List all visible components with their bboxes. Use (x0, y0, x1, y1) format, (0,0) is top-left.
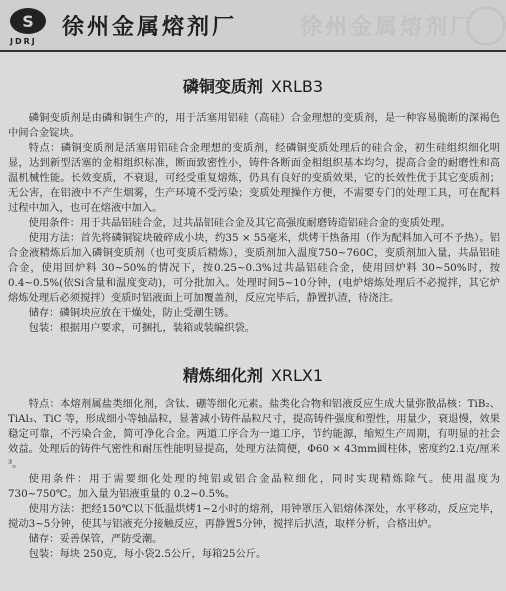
product2-conditions: 使用条件：用于需要细化处理的纯铝或铝合金晶粒细化，同时实现精炼除气。使用温度为 730~750℃。加入量为铝液重量的 0.2~0.5%。 (8, 473, 500, 500)
product2-section (8, 397, 500, 562)
product2-name: 精炼细化剂 (182, 366, 263, 385)
product2-title (0, 363, 506, 386)
logo-abbreviation: JDRJ (10, 37, 37, 46)
product1-title (0, 74, 506, 97)
product1-name: 磷铜变质剂 (182, 77, 263, 96)
company-name-watermark: 徐州金属熔剂厂 (300, 15, 476, 40)
product2-packaging: 包装：每块 250克，每小袋2.5公斤，每箱25公斤。 (28, 548, 267, 560)
product1-intro: 磷铜变质剂是由磷和铜生产的，用于活塞用铝硅（高硅）合金理想的变质剂，是一种容易脆断的深褐色中间合金锭块。 (8, 112, 500, 139)
product1-packaging: 包装：根据用户要求，可捆扎，装箱或装编织袋。 (28, 322, 256, 334)
product1-storage: 储存：磷铜块应放在干燥处，防止受潮生锈。 (28, 307, 235, 319)
product2-method: 使用方法：把经150℃以下低温烘烤1~2小时的熔剂，用钟罩压入铝熔体深处，水平移动，反应完毕，搅动3~5分钟，使其与铝液充分接触反应，再静置5分钟，搅拌后扒渣，取样分析，合格出炉。 (8, 503, 500, 530)
product1-section (8, 111, 500, 336)
product2-features: 特点：本熔剂属盐类细化剂，含钛、硼等细化元素。盐类化合物和铝液反应生成大量弥散晶核：TiB₂、TiAl₃、TiC 等，形成细小等轴晶粒，显著减小铸件晶粒尺寸，提高铸件强度和塑性，用量少，衰退慢，效果稳定可靠，不污染合金，简可净化合金。两道工序合为一道工序，节约能源，缩短生产周期，有明显的社会效益。处理后的铸件气密性和耐压性能明显提高，处理方法简便，Φ60 × 43mm圆柱体，密度约2.1克/厘米³。 (8, 398, 500, 470)
product1-features: 特点：磷铜变质剂是活塞用铝硅合金理想的变质剂，经磷铜变质处理后的硅合金，初生硅组织细化明显，达到新型活塞的金相组织标准，断面致密性小，铸件各断面金相组织基本均匀，提高合金的耐磨性和高温机械性能。长效变质，不衰退，可经受重复熔炼，仍具有良好的变质效果，它的长效性优于其它变质剂；无公害，在铝液中不产生烟雾，生产环境不受污染；变质处理操作方便，不需要专门的处理工具，可在配料过程中加入，也可在熔液中加入。 (8, 142, 500, 214)
header-band (0, 0, 506, 52)
product1-method: 使用方法：首先将磷铜锭块破碎成小块，约35 × 55毫米，烘烤干热备用（作为配料加入可不予热）。铝合金液精炼后加入磷铜变质剂（也可变质后精炼），变质剂加入温度750~760C，变质剂加入量，共晶铝硅合金，使用回炉料 30~50%的情况下，按0.25~0.3%过共晶铝硅合金，使用回炉料 30~50%时，按 0.4~0.5%(依Si含量和温度变动)，可分批加入。处理时间5~10分钟，(电炉熔炼处理后不必搅拌，其它炉熔炼处理后必须搅拌）变质时铝液面上可加覆盖剂，反应完毕后，静置扒渣，待浇注。 (8, 232, 500, 304)
product2-storage: 储存：妥善保管，严防受潮。 (28, 533, 163, 545)
svg-text:S: S (22, 12, 34, 31)
watermark-logo-icon (466, 6, 506, 46)
company-name: 徐州金属熔剂厂 (62, 15, 238, 40)
product2-code: XRLX1 (270, 366, 324, 385)
product1-conditions: 使用条件：用于共晶铝硅合金，过共晶铝硅合金及其它高强度耐磨铸造铝硅合金的变质处理。 (28, 217, 451, 229)
product1-code: XRLB3 (270, 77, 324, 96)
company-logo-icon (8, 6, 48, 36)
